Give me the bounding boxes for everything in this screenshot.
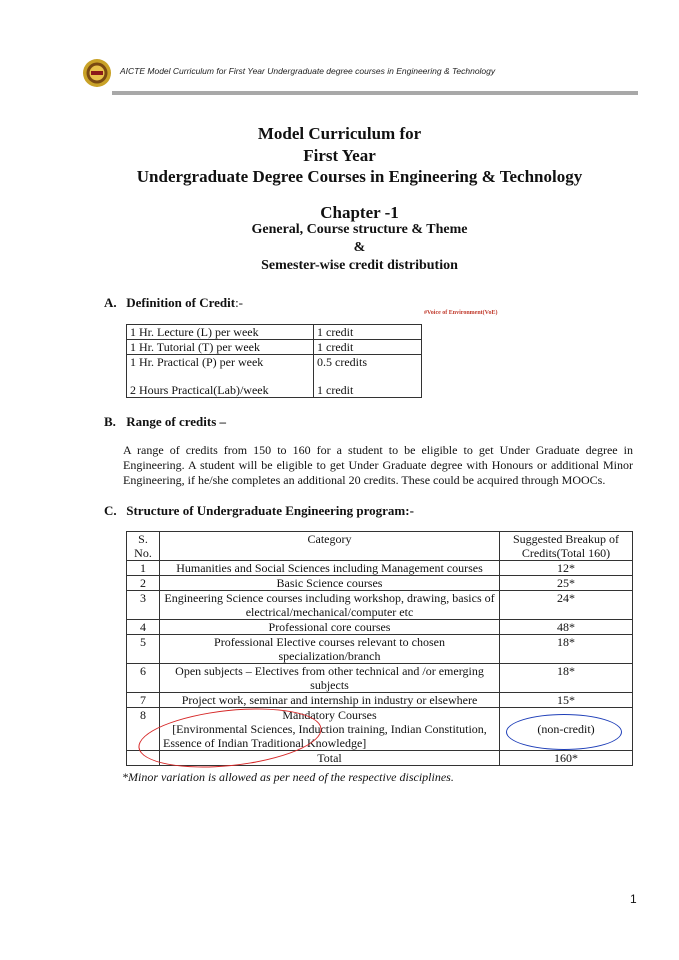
section-b-heading <box>104 414 226 430</box>
chapter-heading: Chapter -1 <box>320 203 399 222</box>
table-row <box>127 355 422 398</box>
chapter-subtitle-2: & <box>353 240 366 255</box>
row-sno: 3 <box>127 591 160 620</box>
row-sno: 4 <box>127 620 160 635</box>
page-number: 1 <box>630 892 637 906</box>
chapter-subtitle-3: Semester-wise credit distribution <box>261 258 458 273</box>
section-b-label: B. <box>104 414 116 429</box>
table-row <box>127 693 633 708</box>
header-credits <box>500 532 633 561</box>
table-row <box>127 635 633 664</box>
row-credits: 15* <box>500 693 633 708</box>
section-a-suffix: :- <box>235 295 244 310</box>
table-header-row <box>127 532 633 561</box>
section-c-heading <box>104 503 414 519</box>
row-credits: 25* <box>500 576 633 591</box>
mandatory-title: Mandatory Courses <box>282 708 377 722</box>
blue-annotation-ellipse <box>506 714 622 750</box>
voe-annotation: #Voice of Environment(VoE) <box>424 310 498 316</box>
row-category: Professional Elective courses relevant to chosen specialization/branch <box>160 635 500 664</box>
header-credits-line2: Credits(Total 160) <box>521 546 611 560</box>
header-sno <box>127 532 160 561</box>
credit-definition-table <box>126 324 422 398</box>
row-credits: 48* <box>500 620 633 635</box>
row-category: Project work, seminar and internship in industry or elsewhere <box>160 693 500 708</box>
title-line-2: First Year <box>303 146 376 165</box>
row-credits: 24* <box>500 591 633 620</box>
credit-item: 1 Hr. Tutorial (T) per week <box>127 340 314 355</box>
table-row <box>127 325 422 340</box>
credit-value-multi <box>314 355 422 398</box>
row-credits: 12* <box>500 561 633 576</box>
credit-value: 1 credit <box>314 325 422 340</box>
total-credits: 160* <box>500 751 633 766</box>
section-b-title: Range of credits – <box>126 414 227 429</box>
section-a-heading <box>104 295 243 311</box>
row-sno: 6 <box>127 664 160 693</box>
section-a-title: Definition of Credit <box>126 295 236 310</box>
credit-item-multi <box>127 355 314 398</box>
table-row <box>127 576 633 591</box>
row-sno: 8 <box>127 708 160 751</box>
table-row <box>127 664 633 693</box>
row-credits: 18* <box>500 635 633 664</box>
aicte-seal-icon <box>82 58 112 88</box>
table-row <box>127 591 633 620</box>
table-row <box>127 620 633 635</box>
section-a-label: A. <box>104 295 117 310</box>
header-text: AICTE Model Curriculum for First Year Undergraduate degree courses in Engineering & Technology <box>120 66 496 76</box>
row-category: Professional core courses <box>160 620 500 635</box>
chapter-subtitle-1: General, Course structure & Theme <box>251 222 468 237</box>
section-c-title: Structure of Undergraduate Engineering program:- <box>126 503 414 518</box>
header-sno-line2: No. <box>134 546 152 560</box>
credit-value: 1 credit <box>314 340 422 355</box>
title-line-3: Undergraduate Degree Courses in Engineering & Technology <box>136 167 583 186</box>
row-credits: (non-credit) <box>500 708 633 751</box>
title-line-1: Model Curriculum for <box>257 124 422 143</box>
row-credits: 18* <box>500 664 633 693</box>
total-label: Total <box>160 751 500 766</box>
minor-variation-note: *Minor variation is allowed as per need of the respective disciplines. <box>122 770 454 784</box>
header-rule <box>112 91 638 95</box>
credit-value: 0.5 credits <box>317 355 367 369</box>
header-category: Category <box>160 532 500 561</box>
header-sno-line1: S. <box>138 532 148 546</box>
row-category: Humanities and Social Sciences including Management courses <box>160 561 500 576</box>
row-sno: 7 <box>127 693 160 708</box>
credit-value: 1 credit <box>317 383 354 397</box>
row-sno: 5 <box>127 635 160 664</box>
row-sno: 2 <box>127 576 160 591</box>
table-row <box>127 340 422 355</box>
table-row <box>127 561 633 576</box>
section-c-label: C. <box>104 503 117 518</box>
credit-item: 1 Hr. Practical (P) per week <box>130 355 264 369</box>
row-category: Engineering Science courses including workshop, drawing, basics of electrical/mechanical/computer etc <box>160 591 500 620</box>
page-header <box>80 58 640 96</box>
credit-item: 1 Hr. Lecture (L) per week <box>127 325 314 340</box>
mandatory-line-3: Essence of Indian Traditional Knowledge] <box>163 736 367 750</box>
header-credits-line1: Suggested Breakup of <box>513 532 619 546</box>
mandatory-line-2: [Environmental Sciences, Induction training, Indian Constitution, <box>172 722 487 736</box>
credit-range-paragraph: A range of credits from 150 to 160 for a student to be eligible to get Under Graduate degree in Engineering. A student will be eligible to get Under Graduate degree with Honours or additional Minor Engineering, if he/she completes an additional 20 credits. These could be acquired through MOOCs. <box>123 443 633 487</box>
credit-item: 2 Hours Practical(Lab)/week <box>130 383 269 397</box>
row-category: Open subjects – Electives from other technical and /or emerging subjects <box>160 664 500 693</box>
row-category: Basic Science courses <box>160 576 500 591</box>
row-sno: 1 <box>127 561 160 576</box>
